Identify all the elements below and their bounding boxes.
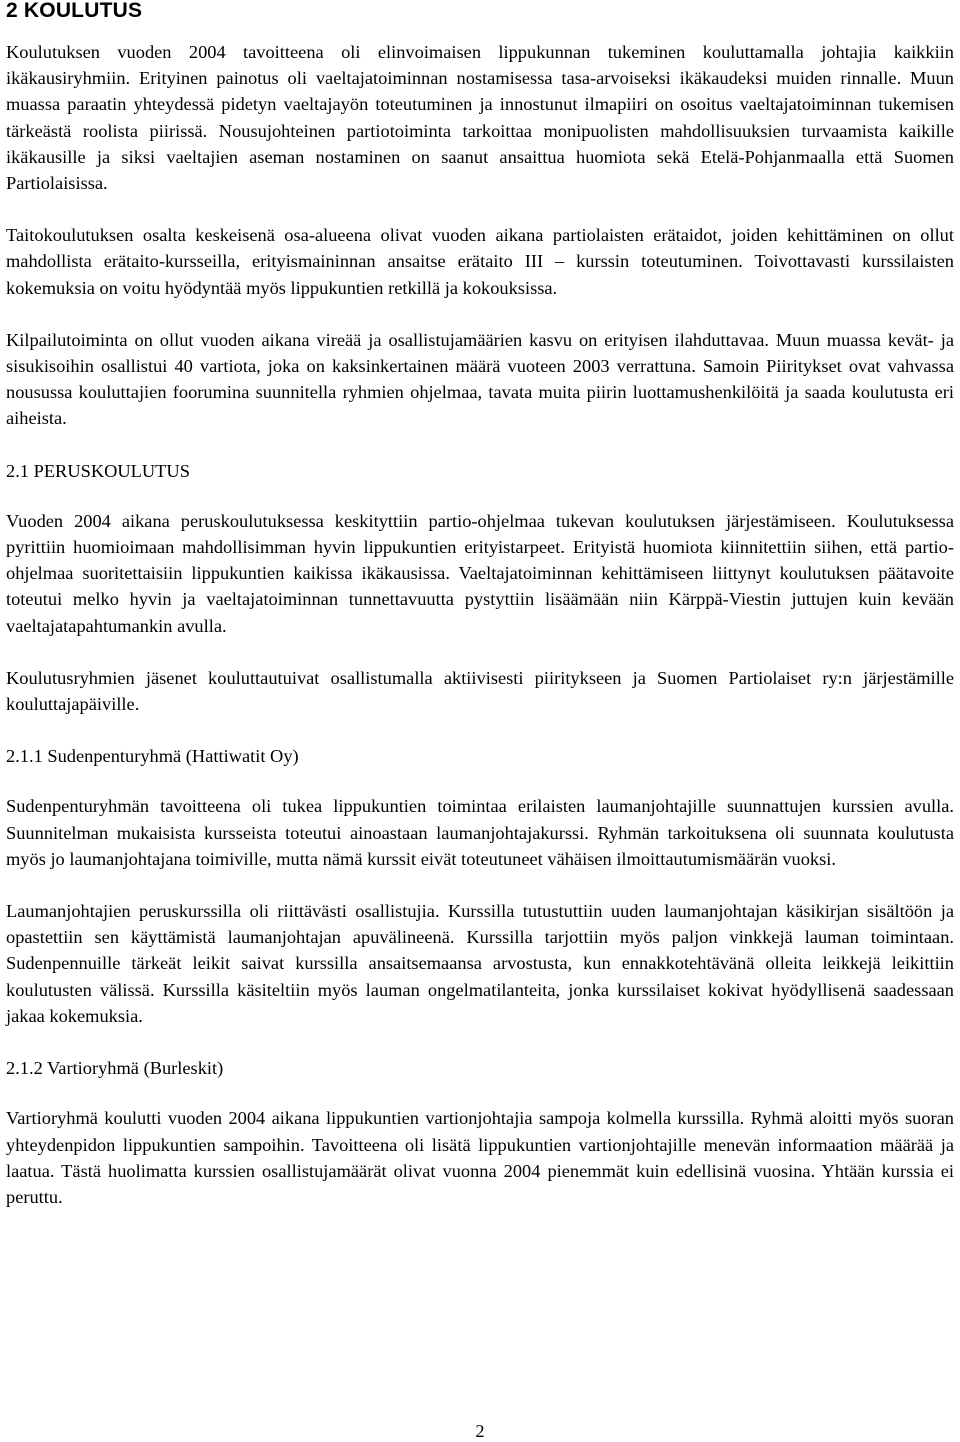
paragraph: Taitokoulutuksen osalta keskeisenä osa-alueena olivat vuoden aikana partiolaisten erätaidot, joiden kehittäminen on ollut mahdollista erätaito-kursseilla, erityismaininnan ansaitse erätaito III – kurssin toteutuminen. Toivottavasti kurssilaisten kokemuksia on voitu hyödyntää myös lippukuntien retkillä ja kokouksissa. (6, 225, 954, 298)
paragraph: Kilpailutoiminta on ollut vuoden aikana vireää ja osallistujamäärien kasvu on erityisen ilahduttavaa. Muun muassa kevät- ja sisukisoihin osallistui 40 vartiota, joka on kaksinkertainen määrä vuoteen 2003 verrattuna. Samoin Piiritykset ovat vahvassa nousussa kouluttajien foorumina suunnitella ryhmien ohjelmaa, tavata muita piirin luottamushenkilöitä ja saada koulutusta eri aiheista. (6, 329, 954, 429)
page-number: 2 (475, 1421, 485, 1441)
subsection-heading: 2.1.2 Vartioryhmä (Burleskit) (6, 1058, 224, 1079)
document-page (6, 0, 954, 1210)
paragraph: Sudenpenturyhmän tavoitteena oli tukea lippukuntien toimintaa erilaisten laumanjohtajille suunnattujen kurssien avulla. Suunnitelman mukaisista kursseista toteutui ainoastaan laumanjohtajakurssi. Ryhmän tarkoituksena oli suunnata koulutusta myös jo laumanjohtajana toimiville, mutta nämä kurssit eivät toteutuneet vähäisen ilmoittautumismäärän vuoksi. (6, 796, 954, 869)
section-heading: 2 KOULUTUS (6, 0, 143, 22)
subsection-heading: 2.1.1 Sudenpenturyhmä (Hattiwatit Oy) (6, 746, 299, 767)
subsection-heading: 2.1 PERUSKOULUTUS (6, 460, 190, 481)
paragraph: Koulutusryhmien jäsenet kouluttautuivat osallistumalla aktiivisesti piiritykseen ja Suomen Partiolaiset ry:n järjestämille kouluttajapäiville. (6, 667, 954, 715)
paragraph: Vuoden 2004 aikana peruskoulutuksessa keskityttiin partio-ohjelmaa tukevan koulutuksen järjestämiseen. Koulutuksessa pyrittiin huomioimaan mahdollisimman hyvin lippukuntien erityistarpeet. Erityistä huomiota kiinnitettiin siihen, että partio-ohjelmaa suoritettaisiin lippukuntien kaikissa ikäkausissa. Vaeltajatoiminnan kehittämiseen liittynyt koulutuksen päätavoite toteutui melko hyvin ja vaeltajatoiminnan tunnettavuutta pystyttiin lisäämään niin Kärppä-Viestin juttujen kuin kevään vaeltajatapahtumankin avulla. (6, 510, 954, 636)
paragraph: Laumanjohtajien peruskurssilla oli riittävästi osallistujia. Kurssilla tutustuttiin uuden laumanjohtajan käsikirjan sisältöön ja opastettiin sen käyttämistä laumanjohtajan apuvälineenä. Kurssilla tarjottiin myös paljon vinkkejä lauman toimintaan. Sudenpennuille tärkeät leikit saivat kurssilla ansaitsemaansa arvostusta, kun ennakkotehtävänä olleita leikkejä leikittiin koulutusten välissä. Kurssilla käsiteltiin myös lauman ongelmatilanteita, jonka kurssilaiset kokivat hyödyllisenä saadessaan jakaa kokemuksia. (6, 901, 954, 1026)
paragraph: Vartioryhmä koulutti vuoden 2004 aikana lippukuntien vartionjohtajia sampoja kolmella kurssilla. Ryhmä aloitti myös suoran yhteydenpidon lippukuntien sampoihin. Tavoitteena oli lisätä lippukuntien vartionjohtajille menevän informaation määrää ja laatua. Tästä huolimatta kurssien osallistujamäärät olivat vuonna 2004 pienemmät kuin edellisinä vuosina. Yhtään kurssia ei peruttu. (6, 1108, 954, 1207)
paragraph: Koulutuksen vuoden 2004 tavoitteena oli elinvoimaisen lippukunnan tukeminen kouluttamalla johtajia kaikkiin ikäkausiryhmiin. Erityinen painotus oli vaeltajatoiminnan nostamisessa tasa-arvoiseksi ikäkaudeksi muiden rinnalle. Muun muassa paraatin yhteydessä pidetyn vaeltajayön toteutuminen ja innostunut ilmapiiri on osoitus vaeltajatoiminnan tukemisen tärkeästä roolista piirissä. Nousujohteinen partiotoiminta tarkoittaa monipuolisten mahdollisuuksien turvaamista kaikille ikäkausille ja siksi vaeltajien aseman nostaminen on saanut ansaittua huomiota sekä Etelä-Pohjanmaalla että Suomen Partiolaisissa. (6, 42, 954, 194)
